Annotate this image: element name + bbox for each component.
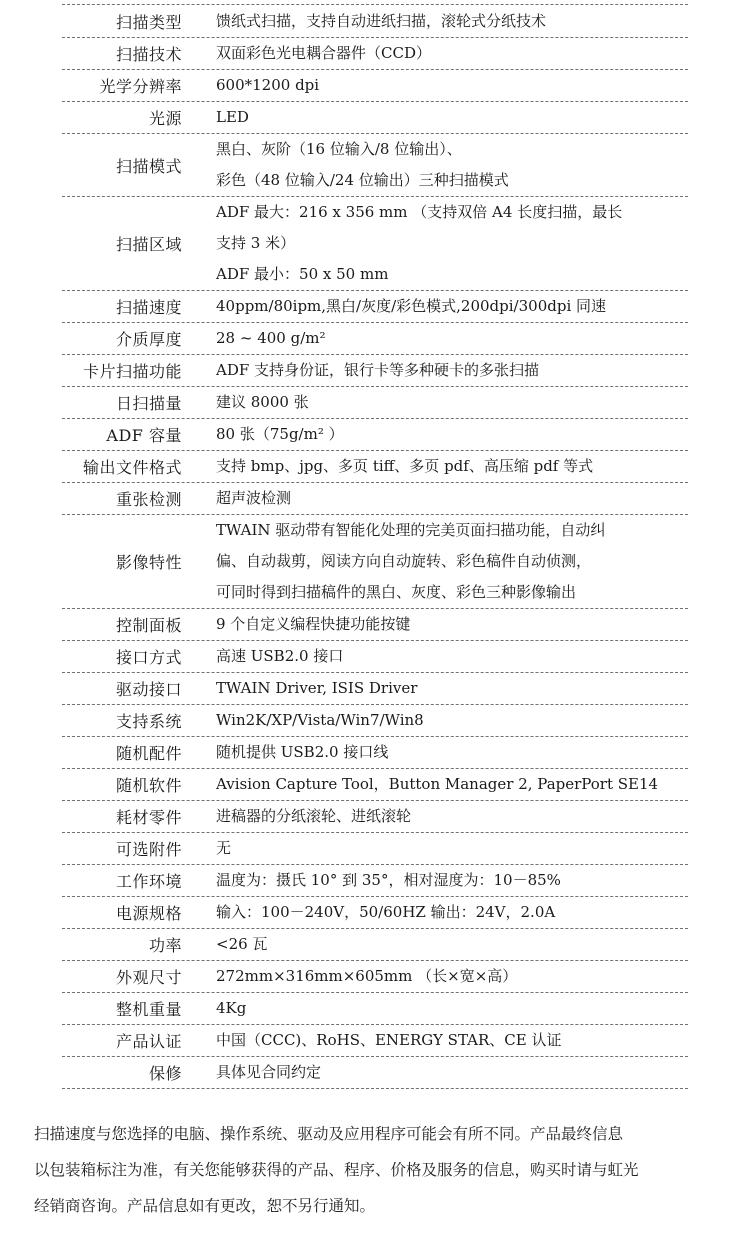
- spec-value-line: 输入：100－240V，50/60HZ 输出：24V，2.0A: [216, 903, 556, 921]
- spec-value: [216, 515, 686, 608]
- spec-label: 功率: [148, 936, 182, 955]
- spec-value: [216, 865, 686, 896]
- spec-value-line: 9 个自定义编程快捷功能按键: [216, 615, 411, 633]
- spec-label: 外观尺寸: [115, 968, 182, 987]
- spec-value: [216, 609, 686, 640]
- disclaimer-note: [34, 1116, 724, 1224]
- spec-row: [62, 197, 688, 291]
- spec-row: [62, 1057, 688, 1089]
- spec-value-line: 建议 8000 张: [216, 393, 309, 411]
- spec-value-line: 随机提供 USB2.0 接口线: [216, 743, 389, 761]
- spec-value-line: Avision Capture Tool，Button Manager 2, PaperPort SE14: [216, 775, 659, 793]
- spec-value: [216, 929, 686, 960]
- spec-row: [62, 801, 688, 833]
- spec-label: 工作环境: [115, 872, 182, 891]
- spec-label: 驱动接口: [115, 680, 182, 699]
- spec-label: 随机配件: [115, 744, 182, 763]
- spec-label: 光源: [148, 109, 182, 128]
- spec-value: [216, 451, 686, 482]
- spec-label: 影像特性: [115, 553, 182, 572]
- spec-value: [216, 483, 686, 514]
- spec-value: [216, 641, 686, 672]
- spec-row: [62, 134, 688, 197]
- disclaimer-line: 经销商咨询。产品信息如有更改，恕不另行通知。: [34, 1197, 376, 1215]
- spec-value-line: 双面彩色光电耦合器件（CCD）: [216, 44, 431, 62]
- table-top-rule: [62, 4, 688, 5]
- spec-value-line: 偏、自动裁剪，阅读方向自动旋转、彩色稿件自动侦测，: [216, 552, 592, 570]
- spec-value-line: 彩色（48 位输入/24 位输出）三种扫描模式: [216, 171, 509, 189]
- spec-label: 日扫描量: [115, 394, 182, 413]
- spec-label: 输出文件格式: [82, 458, 182, 477]
- spec-row: [62, 515, 688, 609]
- spec-row: [62, 833, 688, 865]
- spec-label: ADF 容量: [106, 426, 182, 445]
- spec-value-line: 支持 3 米）: [216, 234, 296, 252]
- spec-row: [62, 641, 688, 673]
- spec-value-line: Win2K/XP/Vista/Win7/Win8: [216, 711, 424, 729]
- spec-row: [62, 993, 688, 1025]
- spec-row: [62, 102, 688, 134]
- spec-value: [216, 961, 686, 992]
- spec-row: [62, 451, 688, 483]
- spec-value-line: 超声波检测: [216, 489, 292, 507]
- spec-value: [216, 291, 686, 322]
- spec-label: 介质厚度: [115, 330, 182, 349]
- spec-row: [62, 769, 688, 801]
- spec-value: [216, 833, 686, 864]
- spec-value: [216, 6, 686, 37]
- spec-value: [216, 102, 686, 133]
- spec-label: 卡片扫描功能: [82, 362, 182, 381]
- spec-value: [216, 1057, 686, 1088]
- spec-row: [62, 323, 688, 355]
- spec-row: [62, 70, 688, 102]
- spec-label: 光学分辨率: [99, 77, 182, 96]
- spec-value-line: 4Kg: [216, 999, 247, 1017]
- spec-value: [216, 705, 686, 736]
- spec-label: 耗材零件: [115, 808, 182, 827]
- spec-value-line: TWAIN Driver, ISIS Driver: [216, 679, 418, 697]
- spec-row: [62, 737, 688, 769]
- spec-label: 扫描区域: [115, 235, 182, 254]
- spec-label: 产品认证: [115, 1032, 182, 1051]
- spec-row: [62, 419, 688, 451]
- spec-row: [62, 865, 688, 897]
- spec-label: 整机重量: [115, 1000, 182, 1019]
- spec-label: 电源规格: [115, 904, 182, 923]
- spec-value-line: 28 ~ 400 g/m²: [216, 329, 326, 347]
- spec-value: [216, 897, 686, 928]
- spec-value-line: 支持 bmp、jpg、多页 tiff、多页 pdf、高压缩 pdf 等式: [216, 457, 594, 475]
- spec-value-line: <26 瓦: [216, 935, 268, 953]
- spec-row: [62, 355, 688, 387]
- spec-value-line: 进稿器的分纸滚轮、进纸滚轮: [216, 807, 412, 825]
- spec-value: [216, 134, 686, 196]
- spec-value-line: LED: [216, 108, 249, 126]
- spec-value: [216, 387, 686, 418]
- spec-value-line: 高速 USB2.0 接口: [216, 647, 344, 665]
- spec-row: [62, 609, 688, 641]
- spec-value: [216, 673, 686, 704]
- spec-value-line: 温度为：摄氏 10° 到 35°，相对湿度为：10－85%: [216, 871, 561, 889]
- spec-row: [62, 929, 688, 961]
- spec-value-line: 600*1200 dpi: [216, 76, 320, 94]
- disclaimer-line: 扫描速度与您选择的电脑、操作系统、驱动及应用程序可能会有所不同。产品最终信息: [34, 1125, 624, 1143]
- spec-value-line: ADF 最大：216 x 356 mm （支持双倍 A4 长度扫描，最长: [216, 203, 623, 221]
- spec-row: [62, 961, 688, 993]
- spec-row: [62, 673, 688, 705]
- spec-label: 扫描速度: [115, 298, 182, 317]
- spec-label: 可选附件: [115, 840, 182, 859]
- spec-value-line: ADF 支持身份证，银行卡等多种硬卡的多张扫描: [216, 361, 540, 379]
- spec-row: [62, 483, 688, 515]
- spec-value-line: 272mm×316mm×605mm （长×宽×高）: [216, 967, 518, 985]
- spec-value-line: ADF 最小：50 x 50 mm: [216, 265, 389, 283]
- spec-row: [62, 38, 688, 70]
- spec-label: 接口方式: [115, 648, 182, 667]
- disclaimer-line: 以包装箱标注为准，有关您能够获得的产品、程序、价格及服务的信息，购买时请与虹光: [34, 1161, 639, 1179]
- spec-row: [62, 6, 688, 38]
- spec-value: [216, 769, 686, 800]
- spec-label: 随机软件: [115, 776, 182, 795]
- spec-row: [62, 387, 688, 419]
- spec-value-line: 馈纸式扫描，支持自动进纸扫描，滚轮式分纸技术: [216, 12, 547, 30]
- spec-label: 保修: [148, 1064, 182, 1083]
- spec-row: [62, 291, 688, 323]
- spec-value: [216, 419, 686, 450]
- spec-label: 扫描模式: [115, 156, 182, 176]
- spec-label: 扫描技术: [115, 45, 182, 64]
- spec-row: [62, 705, 688, 737]
- spec-row: [62, 1025, 688, 1057]
- spec-label: 控制面板: [115, 616, 182, 635]
- spec-value: [216, 993, 686, 1024]
- spec-value: [216, 355, 686, 386]
- spec-value-line: 无: [216, 839, 232, 857]
- spec-value: [216, 70, 686, 101]
- spec-value-line: 具体见合同约定: [216, 1063, 322, 1081]
- spec-value: [216, 197, 686, 290]
- spec-label: 扫描类型: [115, 13, 182, 32]
- spec-value-line: 40ppm/80ipm,黑白/灰度/彩色模式,200dpi/300dpi 同速: [216, 297, 607, 315]
- spec-value: [216, 801, 686, 832]
- spec-row: [62, 897, 688, 929]
- spec-label: 重张检测: [115, 490, 182, 509]
- spec-value: [216, 38, 686, 69]
- spec-value: [216, 737, 686, 768]
- spec-value-line: 80 张（75g/m² ）: [216, 425, 344, 443]
- spec-value-line: TWAIN 驱动带有智能化处理的完美页面扫描功能，自动纠: [216, 521, 606, 539]
- spec-value: [216, 323, 686, 354]
- spec-label: 支持系统: [115, 712, 182, 731]
- spec-value-line: 中国（CCC)、RoHS、ENERGY STAR、CE 认证: [216, 1031, 562, 1049]
- spec-value-line: 可同时得到扫描稿件的黑白、灰度、彩色三种影像输出: [216, 583, 577, 601]
- spec-value-line: 黑白、灰阶（16 位输入/8 位输出）、: [216, 140, 462, 158]
- spec-value: [216, 1025, 686, 1056]
